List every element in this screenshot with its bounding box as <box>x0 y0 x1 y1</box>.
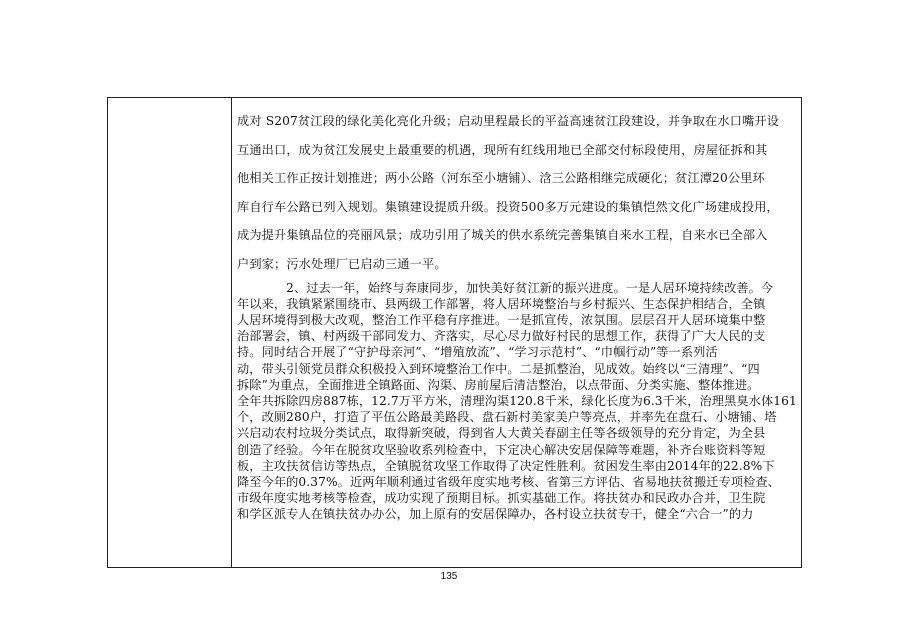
text-line: 年以来，我镇紧紧围绕市、县两级工作部署，将人居环境整治与乡村振兴、生态保护相结合，全镇 <box>237 296 766 311</box>
text-line: 拆除”为重点，全面推进全镇路面、沟渠、房前屋后清洁整治，以点带面、分类实施、整体推进。 <box>237 377 760 392</box>
paragraph-block-1 <box>237 98 797 279</box>
table-content-cell <box>237 98 797 523</box>
text-line: 人居环境得到极大改观，整治工作平稳有序推进。一是抓宣传，浓氛围。层层召开人居环境集中整 <box>237 312 766 327</box>
text-line: 创造了经验。今年在脱贫攻坚验收系列检查中，下定决心解决安居保障等难题，补齐台账资料等短 <box>237 442 766 457</box>
text-line: 治部署会，镇、村两级干部同发力、齐落实，尽心尽力做好村民的思想工作，获得了广大人民的支 <box>237 329 766 344</box>
text-line: 互通出口，成为贫江发展史上最重要的机遇，现所有红线用地已全部交付标段使用，房屋征拆和其 <box>237 142 768 157</box>
text-line: 库自行车公路已列入规划。集镇建设提质升级。投资500多万元建设的集镇恺然文化广场建成投用， <box>237 199 779 214</box>
text-line: 持。同时结合开展了“守护母亲河”、“增殖放流”、“学习示范村”、“巾帼行动”等一系列活 <box>237 345 718 360</box>
text-line: 降至今年的0.37%。近两年顺利通过省级年度实地考核、省第三方评估、省易地扶贫搬迁专项检查、 <box>237 475 781 489</box>
text-line: 个，改厕280户，打造了平伍公路最美路段、盘石新村美家美户等亮点，并率先在盘石、小塘铺、塔 <box>237 410 777 425</box>
text-line: 户到家；污水处理厂已启动三通一平。 <box>237 256 447 271</box>
page-number: 135 <box>440 571 458 582</box>
text-line: 动，带头引领党员群众积极投入到环境整治工作中。二是抓整治，见成效。始终以“三清理”、“四 <box>237 361 760 376</box>
text-line: 和学区派专人在镇扶贫办办公，加上原有的安居保障办，各村设立扶贫专干，健全“六合一”的力 <box>237 507 754 522</box>
table-left-column <box>108 98 232 567</box>
text-line: 2、过去一年，始终与奔康同步，加快美好贫江新的振兴进度。一是人居环境持续改善。今 <box>237 280 774 295</box>
text-line: 成对 S207贫江段的绿化美化亮化升级；启动里程最长的平益高速贫江段建设，并争取在水口嘴开设 <box>237 114 780 128</box>
text-line: 全年共拆除四房887栋，12.7万平方米，清理沟渠120.8千米，绿化长度为6.3千米，治理黑臭水体161 <box>237 393 797 408</box>
document-table <box>107 97 802 568</box>
text-line: 成为提升集镇品位的亮丽风景；成功引用了城关的供水系统完善集镇自来水工程，自来水已全部入 <box>237 228 768 243</box>
text-line: 兴启动农村垃圾分类试点，取得新突破，得到省人大黄关春副主任等各级领导的充分肯定，为全县 <box>237 426 766 441</box>
text-line: 他相关工作正按计划推进；两小公路（河东至小塘铺）、浛三公路相继完成硬化；贫江潭20公里环 <box>237 171 765 186</box>
paragraph-block-2 <box>237 279 797 523</box>
text-line: 板，主攻扶贫信访等热点，全镇脱贫攻坚工作取得了决定性胜利。贫困发生率由2014年的22.8%下 <box>237 458 775 473</box>
text-line: 市级年度实地考核等检查，成功实现了预期目标。抓实基础工作。将扶贫办和民政办合并，卫生院 <box>237 491 766 506</box>
